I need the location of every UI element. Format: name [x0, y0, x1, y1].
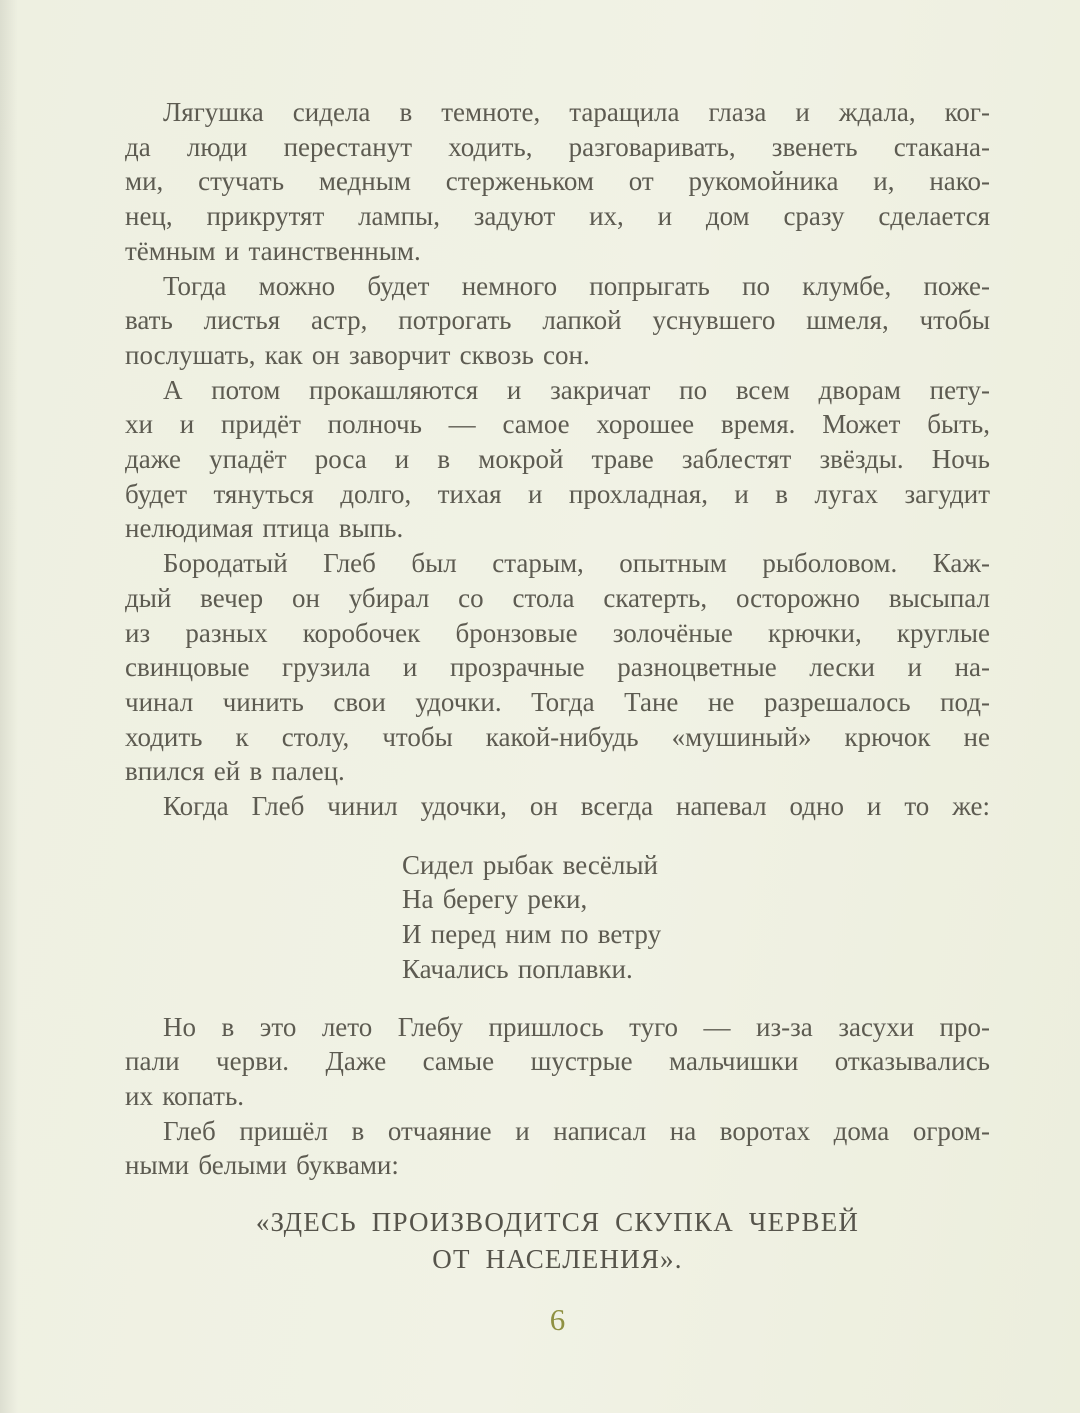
text-line: нелюдимая птица выпь.	[125, 513, 404, 544]
text-line: Но в это лето Глебу пришлось туго — из-за засухи про-	[163, 1011, 990, 1042]
text-line: нец, прикрутят лампы, задуют их, и дом сразу сделается	[125, 201, 990, 232]
text-line: А потом прокашляются и закричат по всем дворам пету-	[163, 374, 990, 405]
text-line: чинал чинить свои удочки. Тогда Тане не разрешалось под-	[125, 686, 990, 717]
paragraph	[125, 789, 990, 824]
text-line: ми, стучать медным стерженьком от рукомойника и, нако-	[125, 166, 990, 197]
announcement-line: ОТ НАСЕЛЕНИЯ».	[432, 1244, 683, 1275]
page-edge-shadow	[0, 0, 18, 1413]
poem-line: Сидел рыбак весёлый	[402, 849, 658, 880]
text-column	[125, 0, 990, 1337]
text-line: пали черви. Даже самые шустрые мальчишки отказывались	[125, 1046, 990, 1077]
worm-purchase-announcement	[125, 1204, 990, 1278]
text-line: Тогда можно будет немного попрыгать по клумбе, поже-	[163, 270, 990, 301]
paragraph	[125, 269, 990, 373]
text-line: Глеб пришёл в отчаяние и написал на воротах дома огром-	[163, 1115, 990, 1146]
paragraph	[125, 1010, 990, 1114]
text-line: ходить к столу, чтобы какой-нибудь «мушиный» крючок не	[125, 721, 990, 752]
text-line: да люди перестанут ходить, разговаривать, звенеть стакана-	[125, 131, 990, 162]
text-line: дый вечер он убирал со стола скатерть, осторожно высыпал	[125, 582, 990, 613]
paragraph	[125, 546, 990, 789]
text-line: Бородатый Глеб был старым, опытным рыболовом. Каж-	[163, 548, 990, 579]
paragraph	[125, 1114, 990, 1183]
poem-line: Качались поплавки.	[402, 953, 633, 984]
page-number: 6	[549, 1302, 566, 1338]
text-line: будет тянуться долго, тихая и прохладная, и в лугах загудит	[125, 478, 990, 509]
text-line: хи и придёт полночь — самое хорошее время. Может быть,	[125, 409, 990, 440]
text-line: ными белыми буквами:	[125, 1150, 399, 1181]
text-line: свинцовые грузила и прозрачные разноцветные лески и на-	[125, 652, 990, 683]
announcement-line: «ЗДЕСЬ ПРОИЗВОДИТСЯ СКУПКА ЧЕРВЕЙ	[255, 1207, 860, 1238]
text-line: из разных коробочек бронзовые золочёные крючки, круглые	[125, 617, 990, 648]
text-line: тёмным и таинственным.	[125, 235, 421, 266]
poem	[402, 848, 990, 987]
text-line: Когда Глеб чинил удочки, он всегда напевал одно и то же:	[163, 791, 990, 822]
text-line: даже упадёт роса и в мокрой траве заблестят звёзды. Ночь	[125, 444, 990, 475]
poem-line: На берегу реки,	[402, 884, 588, 915]
text-line: Лягушка сидела в темноте, таращила глаза и ждала, ког-	[163, 97, 990, 127]
text-line: их копать.	[125, 1080, 245, 1111]
text-line: вать листья астр, потрогать лапкой уснувшего шмеля, чтобы	[125, 305, 990, 336]
paragraph	[125, 95, 990, 269]
poem-line: И перед ним по ветру	[402, 919, 662, 950]
text-line: впился ей в палец.	[125, 756, 345, 787]
paragraph	[125, 373, 990, 547]
text-line: послушать, как он заворчит сквозь сон.	[125, 339, 590, 370]
